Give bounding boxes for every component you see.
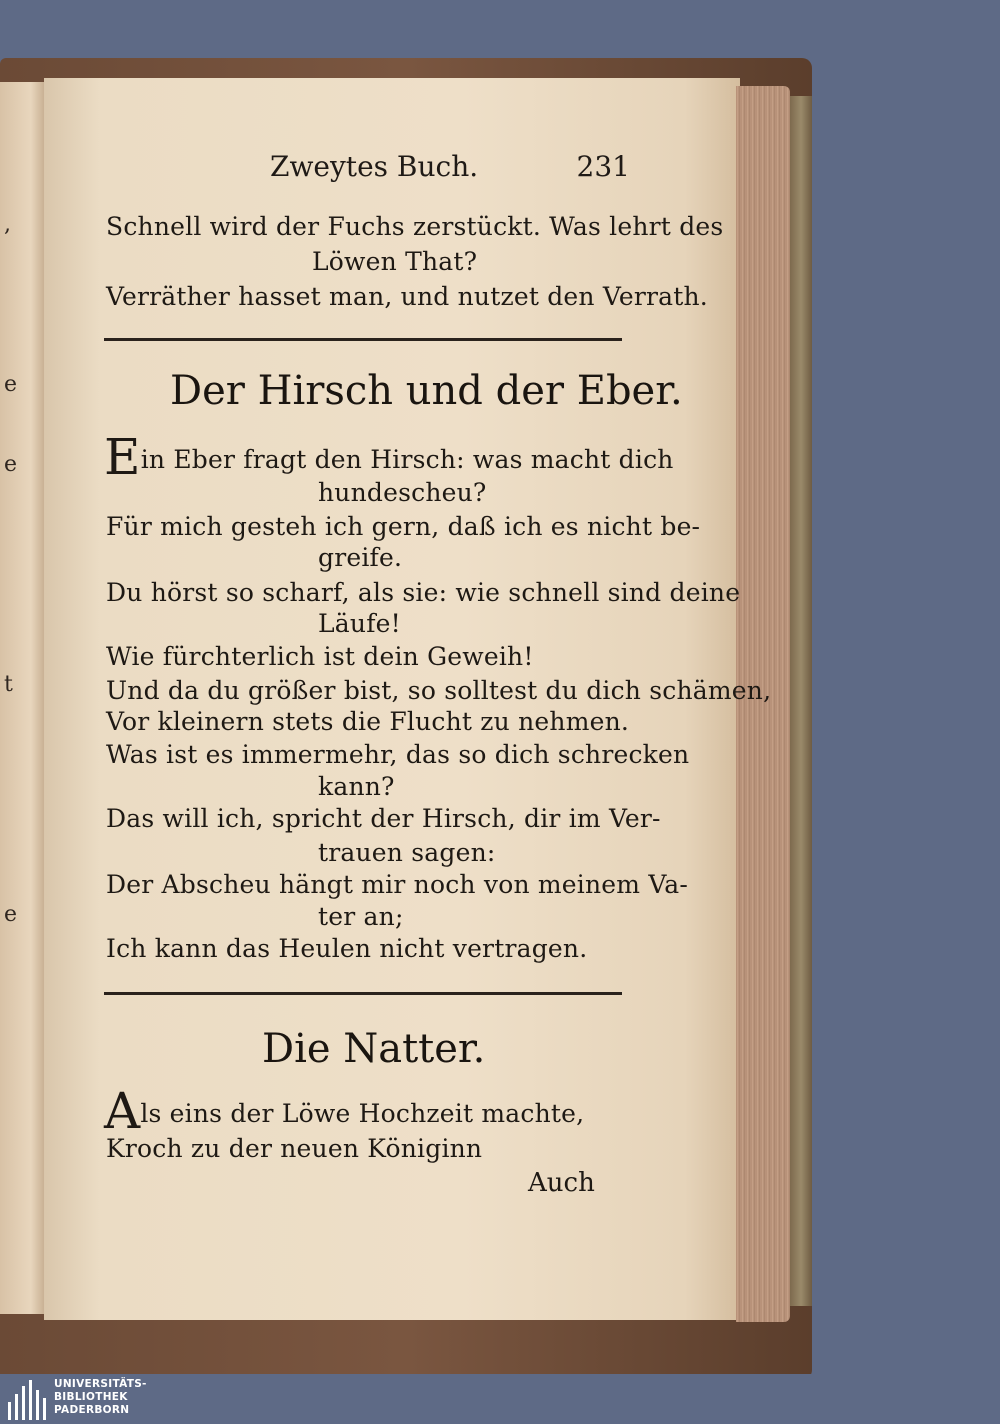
left-page-edge bbox=[0, 82, 46, 1314]
text-line: Was ist es immermehr, das so dich schrecken bbox=[106, 740, 690, 769]
text-line: Verräther hasset man, und nutzet den Verrath. bbox=[106, 282, 708, 311]
text-line: Löwen That? bbox=[312, 247, 478, 276]
left-fragment: e bbox=[4, 902, 18, 927]
text-line: ter an; bbox=[318, 902, 404, 931]
text-line: Ich kann das Heulen nicht vertragen. bbox=[106, 934, 588, 963]
text-line: Für mich gesteh ich gern, daß ich es nicht be- bbox=[106, 512, 701, 541]
header-title: Zweytes Buch. bbox=[270, 150, 479, 183]
library-name bbox=[54, 1378, 147, 1417]
text-line: kann? bbox=[318, 772, 395, 801]
text-line: Schnell wird der Fuchs zerstückt. Was lehrt des bbox=[106, 212, 724, 241]
library-line: PADERBORN bbox=[54, 1404, 130, 1416]
fable-title: Der Hirsch und der Eber. bbox=[170, 368, 683, 414]
text-line: Und da du größer bist, so solltest du dich schämen, bbox=[106, 676, 772, 705]
first-line bbox=[104, 1082, 585, 1140]
text-line: Das will ich, spricht der Hirsch, dir im Ver- bbox=[106, 804, 661, 833]
section-rule bbox=[104, 992, 622, 995]
footer-bar bbox=[0, 1374, 1000, 1424]
text-line: ls eins der Löwe Hochzeit machte, bbox=[140, 1099, 585, 1128]
fable-title: Die Natter. bbox=[262, 1026, 486, 1072]
text-line: Läufe! bbox=[318, 609, 401, 638]
cover-edge bbox=[790, 96, 812, 1306]
left-fragment: t bbox=[4, 672, 13, 697]
text-line: Der Abscheu hängt mir noch von meinem Va- bbox=[106, 870, 689, 899]
text-line: greife. bbox=[318, 543, 403, 572]
text-line: Du hörst so scharf, als sie: wie schnell sind deine bbox=[106, 578, 741, 607]
text-line: in Eber fragt den Hirsch: was macht dich bbox=[140, 445, 674, 474]
drop-initial: A bbox=[104, 1082, 141, 1140]
left-fragment: , bbox=[4, 212, 11, 237]
catchword: Auch bbox=[528, 1168, 595, 1198]
library-line: BIBLIOTHEK bbox=[54, 1391, 128, 1403]
text-line: trauen sagen: bbox=[318, 838, 496, 867]
page-number: 231 bbox=[576, 150, 630, 183]
section-rule bbox=[104, 338, 622, 341]
drop-initial: E bbox=[104, 428, 141, 486]
text-line: Vor kleinern stets die Flucht zu nehmen. bbox=[106, 707, 630, 736]
left-fragment: e bbox=[4, 372, 18, 397]
running-header bbox=[270, 150, 630, 190]
first-line bbox=[104, 428, 674, 486]
left-fragment: e bbox=[4, 452, 18, 477]
text-line: Wie fürchterlich ist dein Geweih! bbox=[106, 642, 534, 671]
text-line: hundescheu? bbox=[318, 478, 487, 507]
library-logo-icon bbox=[6, 1378, 46, 1420]
text-line: Kroch zu der neuen Königinn bbox=[106, 1134, 483, 1163]
library-line: UNIVERSITÄTS- bbox=[54, 1378, 147, 1390]
